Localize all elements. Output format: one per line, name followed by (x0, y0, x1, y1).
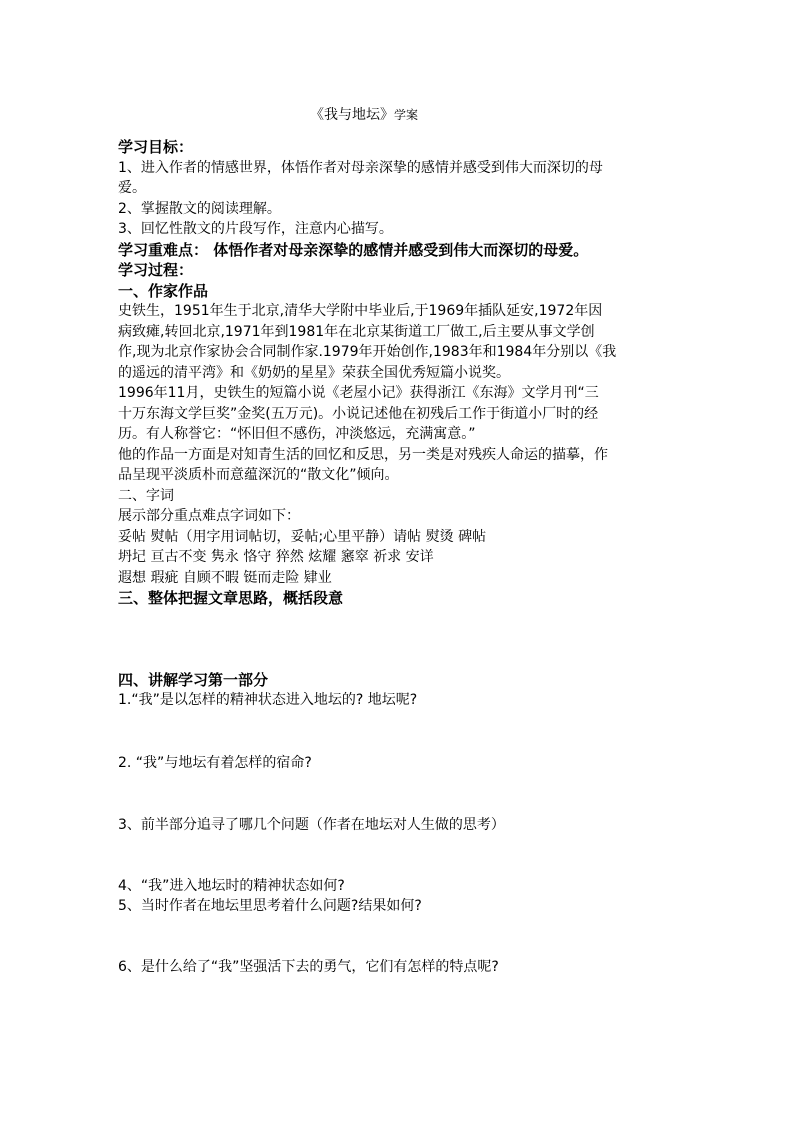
goal-item: 1、进入作者的情感世界，体悟作者对母亲深挚的感情并感受到伟大而深切的母 (118, 159, 603, 176)
answer-space (118, 836, 678, 876)
question-item: 4、“我”进入地坛时的精神状态如何? (118, 877, 345, 894)
section1-line: 作,现为北京作家协会合同制作家.1979年开始创作,1983年和1984年分别以《我 (118, 344, 617, 360)
process-heading: 学习过程： (118, 261, 194, 279)
key-points: 学习重难点： 体悟作者对母亲深挚的感情并感受到伟大而深切的母爱。 (118, 240, 589, 259)
document-title (0, 106, 794, 124)
section2-heading: 二、字词 (118, 487, 174, 504)
answer-space (118, 609, 678, 670)
section4-heading: 四、讲解学习第一部分 (118, 670, 269, 689)
goal-item: 3、回忆性散文的片段写作，注意内心描写。 (118, 221, 393, 237)
goal-item: 爱。 (118, 180, 146, 196)
section1-heading: 一、作家作品 (118, 281, 209, 300)
title-sub: 学案 (393, 108, 418, 122)
question-item: 2. “我”与地坛有着怎样的宿命? (118, 754, 312, 771)
section1-line: 病致瘫,转回北京,1971年到1981年在北京某街道工厂做工,后主要从事文学创 (118, 323, 595, 340)
section1-line: 十万东海文学巨奖”金奖(五万元)。小说记述他在初残后工作于街道小厂时的经 (118, 405, 599, 422)
section1-line: 他的作品一方面是对知青生活的回忆和反思，另一类是对残疾人命运的描摹，作 (118, 446, 608, 463)
goal-item: 2、掌握散文的阅读理解。 (118, 200, 281, 217)
title-main: 《我与地坛》 (309, 107, 394, 123)
section1-line: 历。有人称誉它：“怀旧但不感伤，冲淡悠远，充满寓意。” (118, 426, 476, 442)
section1-line: 1996年11月，史铁生的短篇小说《老屋小记》获得浙江《东海》文学月刊“三 (118, 385, 599, 401)
answer-space (118, 917, 678, 957)
question-item: 5、当时作者在地坛里思考着什么问题?结果如何? (118, 898, 422, 914)
goals-heading: 学习目标： (118, 138, 194, 156)
vocab-line: 妥帖 熨帖（用字用词帖切，妥帖;心里平静）请帖 熨烫 碑帖 (118, 528, 487, 545)
vocab-line: 坍圮 亘古不变 隽永 恪守 猝然 炫耀 窸窣 祈求 安详 (118, 549, 434, 565)
answer-space (118, 711, 678, 753)
section2-intro: 展示部分重点难点字词如下： (118, 508, 300, 524)
section3-heading: 三、整体把握文章思路，概括段意 (118, 589, 344, 607)
question-item: 1.“我”是以怎样的精神状态进入地坛的? 地坛呢? (118, 692, 418, 708)
section1-line: 的遥远的清平湾》和《奶奶的星星》荣获全国优秀短篇小说奖。 (118, 364, 510, 381)
document-body (118, 137, 678, 977)
section1-line: 品呈现平淡质朴而意蕴深沉的“散文化”倾向。 (118, 467, 399, 483)
answer-space (118, 773, 678, 815)
section1-line: 史铁生，1951年生于北京,清华大学附中毕业后,于1969年插队延安,1972年因 (118, 303, 603, 319)
question-item: 3、前半部分追寻了哪几个问题（作者在地坛对人生做的思考） (118, 817, 505, 833)
vocab-line: 遐想 瑕疵 自顾不暇 铤而走险 肄业 (118, 569, 332, 586)
question-item: 6、是什么给了“我”坚强活下去的勇气，它们有怎样的特点呢? (118, 958, 499, 975)
